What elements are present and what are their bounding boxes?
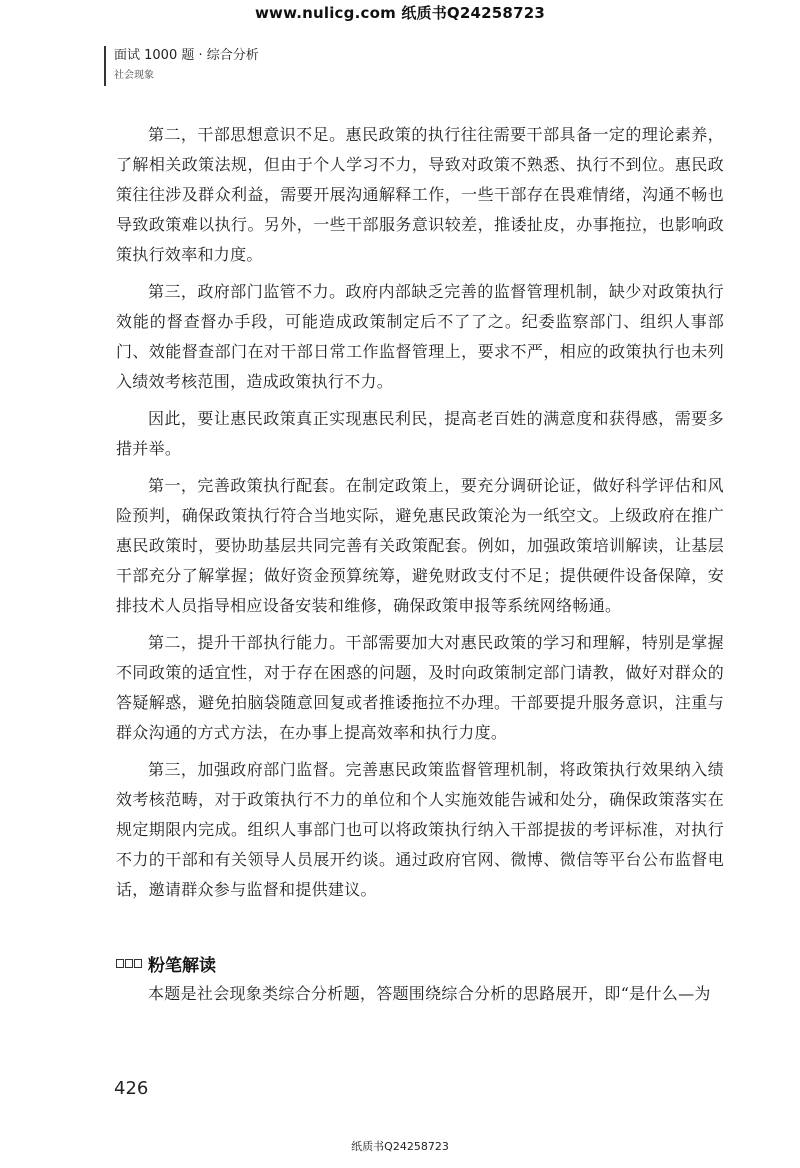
paragraph-supervision-weak: 第三，政府部门监管不力。政府内部缺乏完善的监督管理机制，缺少对政策执行效能的督查督办手段，可能造成政策制定后不了了之。纪委监察部门、组织人事部门、效能督查部门在对干部日常工作监督管理上，要求不严，相应的政策执行也未列入绩效考核范围，造成政策执行不力。 (116, 282, 724, 391)
paragraph-measure-one: 第一，完善政策执行配套。在制定政策上，要充分调研论证，做好科学评估和风险预判，确保政策执行符合当地实际，避免惠民政策沦为一纸空文。上级政府在推广惠民政策时，要协助基层共同完善有关政策配套。例如，加强政策培训解读，让基层干部充分了解掌握；做好资金预算统筹，避免财政支付不足；提供硬件设备保障，安排技术人员指导相应设备安装和维修，确保政策申报等系统网络畅通。 (116, 476, 724, 615)
top-watermark: www.nulicg.com 纸质书Q24258723 (255, 4, 545, 22)
book-title: 面试 1000 题 · 综合分析 (114, 48, 259, 63)
paragraph-measure-two: 第二，提升干部执行能力。干部需要加大对惠民政策的学习和理解，特别是掌握不同政策的适宜性，对于存在困惑的问题，及时向政策制定部门请教，做好对群众的答疑解惑，避免拍脑袋随意回复或者推诿拖拉不办理。干部要提升服务意识，注重与群众沟通的方式方法，在办事上提高效率和执行力度。 (116, 633, 724, 742)
page-number: 426 (114, 1078, 149, 1099)
paragraph-cadre-awareness: 第二，干部思想意识不足。惠民政策的执行往往需要干部具备一定的理论素养，了解相关政策法规，但由于个人学习不力，导致对政策不熟悉、执行不到位。惠民政策往往涉及群众利益，需要开展沟通解释工作，一些干部存在畏难情绪，沟通不畅也导致政策难以执行。另外，一些干部服务意识较差，推诿扯皮，办事拖拉，也影响政策执行效率和力度。 (116, 125, 724, 264)
section-heading (116, 951, 724, 975)
section-name: 社会现象 (114, 70, 154, 81)
paragraph-explanation: 本题是社会现象类综合分析题，答题围绕综合分析的思路展开，即“是什么—为 (148, 984, 711, 1003)
section-heading-title: 粉笔解读 (148, 955, 216, 976)
box-squares-icon (116, 959, 142, 968)
bottom-watermark: 纸质书Q24258723 (351, 1140, 449, 1153)
paragraph-measure-three: 第三，加强政府部门监督。完善惠民政策监督管理机制，将政策执行效果纳入绩效考核范畴，对于政策执行不力的单位和个人实施效能告诫和处分，确保政策落实在规定期限内完成。组织人事部门也可以将政策执行纳入干部提拔的考评标准，对执行不力的干部和有关领导人员展开约谈。通过政府官网、微博、微信等平台公布监督电话，邀请群众参与监督和提供建议。 (116, 760, 724, 899)
body-content (116, 120, 724, 1009)
paragraph-therefore: 因此，要让惠民政策真正实现惠民利民，提高老百姓的满意度和获得感，需要多措并举。 (116, 409, 724, 458)
header-divider-bar (104, 46, 106, 86)
